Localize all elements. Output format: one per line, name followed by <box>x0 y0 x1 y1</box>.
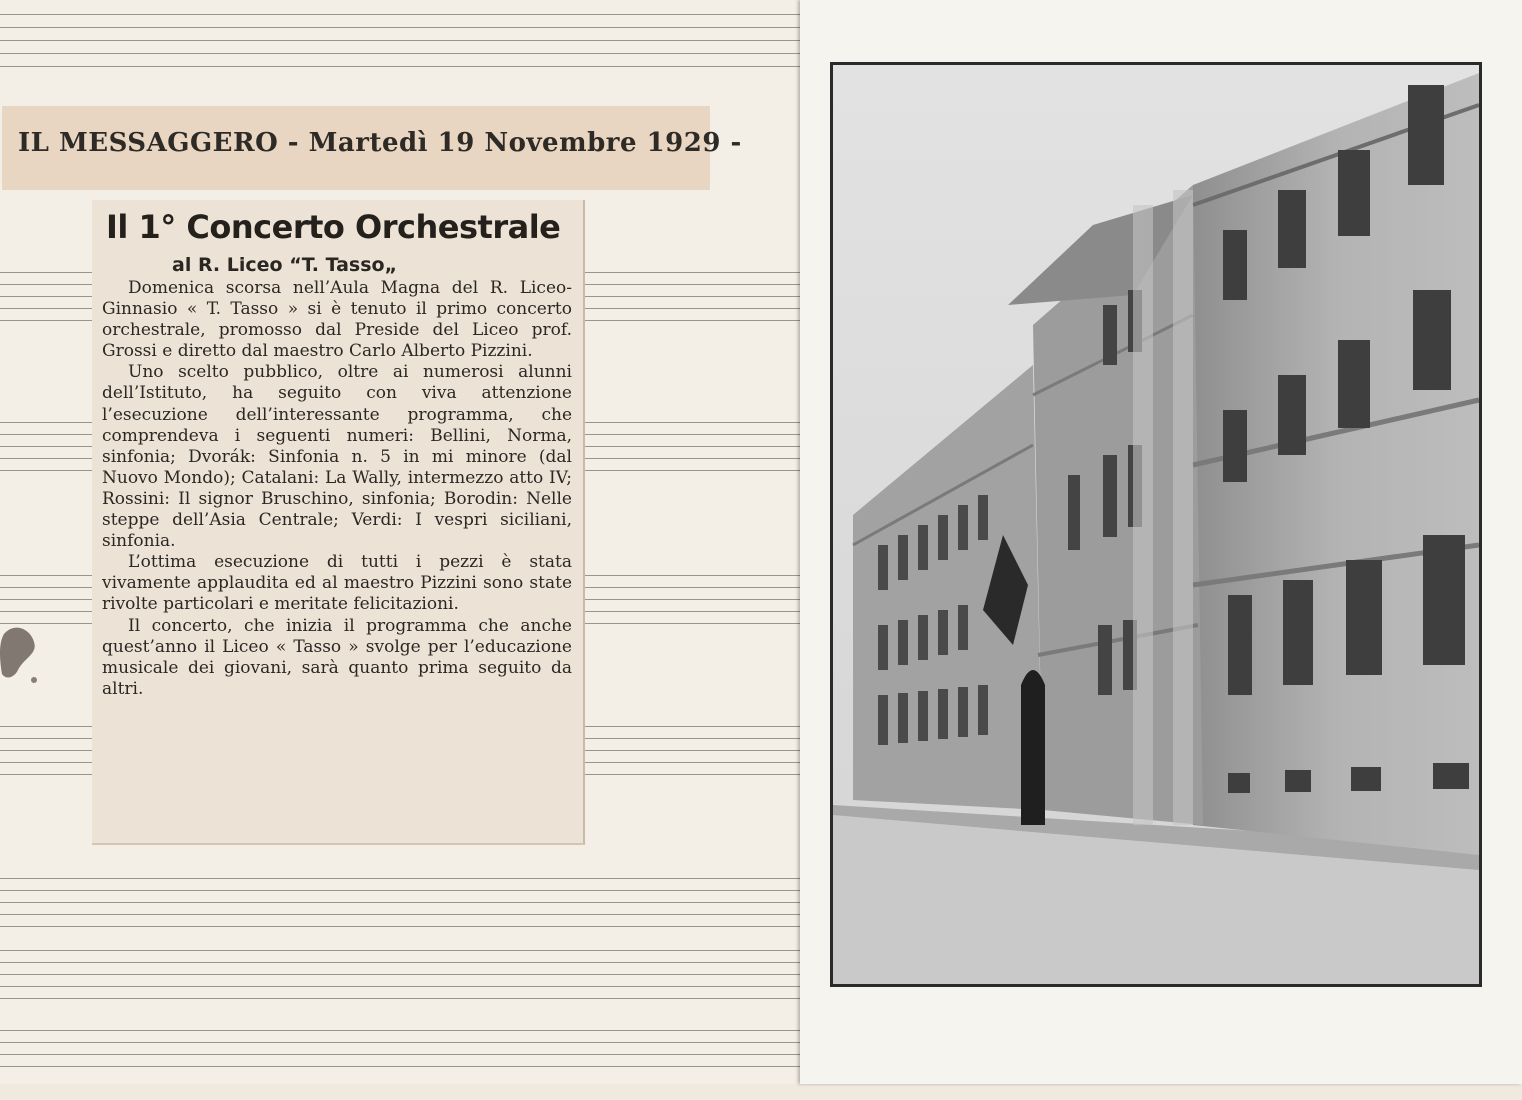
music-staff <box>0 950 800 1020</box>
newspaper-clipping <box>92 200 585 845</box>
building-photo-icon <box>833 65 1479 984</box>
article-paragraph: L’ottima esecuzione di tutti i pezzi è stata vivamente applaudita ed al maestro Pizzini sono state rivolte particolari e meritate felicitazioni. <box>102 552 572 615</box>
music-staff <box>0 878 800 948</box>
music-staff <box>0 14 800 84</box>
article-paragraph: Il concerto, che inizia il programma che anche quest’anno il Liceo « Tasso » svolge per l’educazione musicale dei giovani, sarà quanto prima seguito da altri. <box>102 615 572 699</box>
ink-stain-icon <box>0 618 40 688</box>
article-body <box>102 278 572 700</box>
newspaper-header: IL MESSAGGERO - Martedì 19 Novembre 1929 - <box>18 128 742 158</box>
article-subheadline: al R. Liceo “T. Tasso„ <box>172 254 398 276</box>
building-photo <box>830 62 1482 987</box>
article-paragraph: Domenica scorsa nell’Aula Magna del R. Liceo-Ginnasio « T. Tasso » si è tenuto il primo concerto orchestrale, promosso dal Preside del Liceo prof. Grossi e diretto dal maestro Carlo Alberto Pizzini. <box>102 278 572 362</box>
article-headline: Il 1° Concerto Orchestrale <box>106 208 561 246</box>
article-paragraph: Uno scelto pubblico, oltre ai numerosi alunni dell’Istituto, ha seguito con viva attenzione l’esecuzione dell’interessante programma, che comprendeva i seguenti numeri: Bellini, Norma, sinfonia; Dvorák: Sinfonia n. 5 in mi minore (dal Nuovo Mondo); Catalani: La Wally, intermezzo atto IV; Rossini: Il signor Bruschino, sinfonia; Borodin: Nelle steppe dell’Asia Centrale; Verdi: I vespri siciliani, sinfonia. <box>102 362 572 552</box>
music-staff <box>0 1030 800 1100</box>
